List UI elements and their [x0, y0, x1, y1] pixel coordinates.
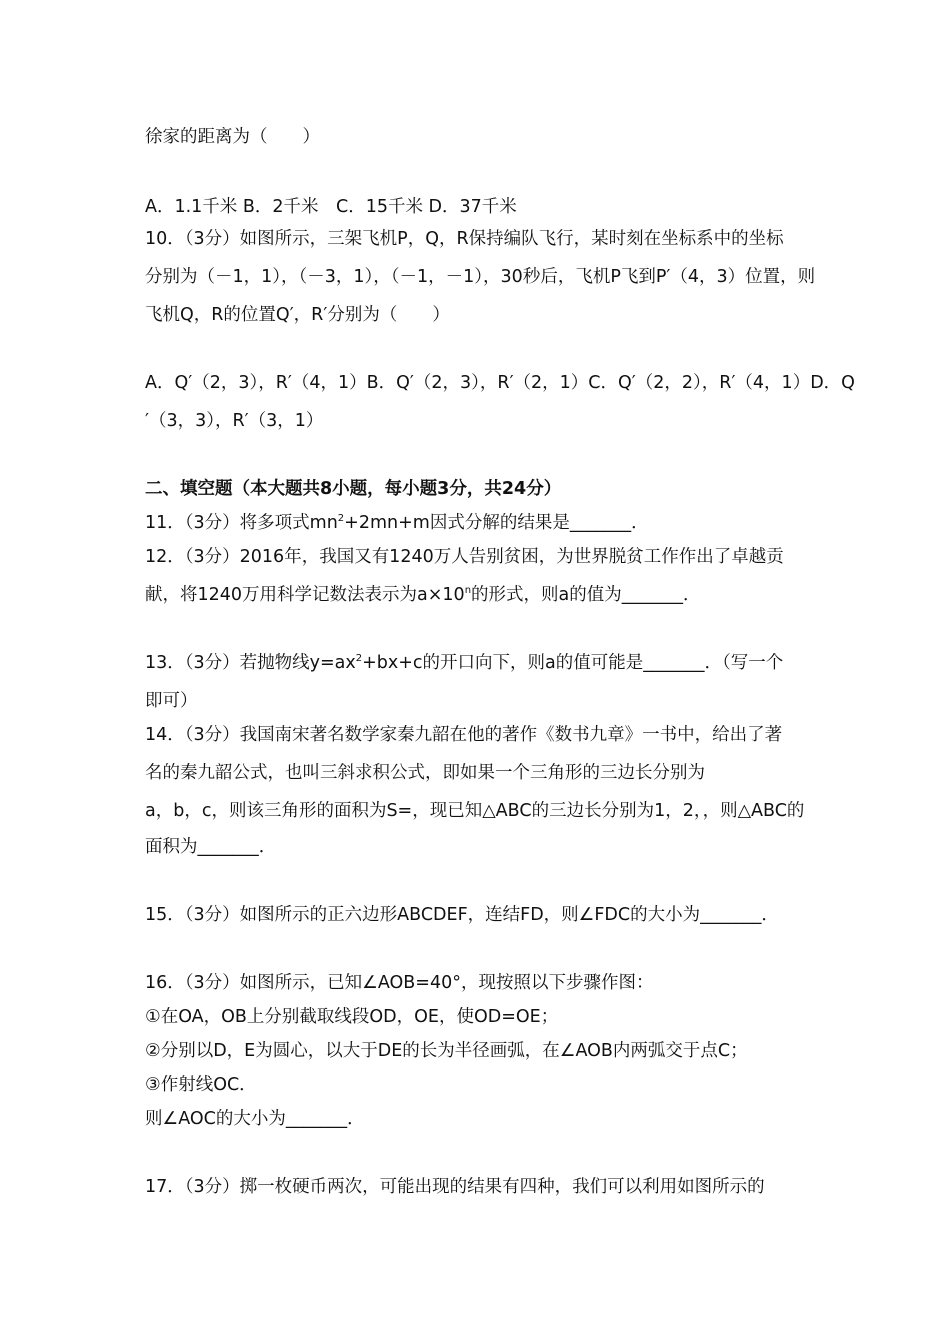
q10-line-3: 飞机Q，R的位置Q′，R′分别为（ ）: [145, 305, 450, 325]
q13-superscript: 2: [355, 653, 363, 664]
q16-line-1: 16．（3分）如图所示，已知∠AOB=40°，现按照以下步骤作图：: [145, 973, 654, 993]
q10-options-main: A．Q′（2，3），R′（4，1）B．Q′（2，3），R′（2，1）C．Q′（2，2），R′（4，1）D: [145, 373, 824, 393]
q16-last: 则∠AOC的大小为_______．: [145, 1109, 365, 1129]
q12-text-post: 的形式，则a的值为_______．: [471, 585, 701, 605]
q10-options-dot: ．: [823, 373, 842, 393]
q9-tail: 徐家的距离为（ ）: [145, 127, 320, 147]
q12-line-2: [145, 584, 701, 606]
q11-text-pre: 11．（3分）将多项式mn: [145, 513, 338, 533]
q10-line-1: 10．（3分）如图所示，三架飞机P，Q，R保持编队飞行，某时刻在坐标系中的坐标: [145, 229, 784, 249]
q16-step-2: ②分别以D，E为圆心，以大于DE的长为半径画弧，在∠AOB内两弧交于点C；: [145, 1041, 748, 1061]
q14-line-1: 14．（3分）我国南宋著名数学家秦九韶在他的著作《数书九章》一书中，给出了著: [145, 725, 783, 745]
q12-text-pre: 献，将1240万用科学记数法表示为a×10: [145, 585, 465, 605]
q16-step-3: ③作射线OC．: [145, 1075, 257, 1095]
q14-line-3: a，b，c，则该三角形的面积为S=，现已知△ABC的三边长分别为1，2，，则△ABC的: [145, 801, 805, 821]
q14-line-4: 面积为_______．: [145, 837, 277, 857]
q12-superscript: n: [464, 585, 472, 596]
q10-line-2: 分别为（－1，1），（－3，1），（－1，－1），30秒后，飞机P飞到P′（4，3）位置，则: [145, 267, 816, 287]
q11-superscript: 2: [337, 513, 345, 524]
q13-text-post: +bx+c的开口向下，则a的值可能是_______．（写一个: [362, 653, 784, 673]
q12-line-1: 12．（3分）2016年，我国又有1240万人告别贫困，为世界脱贫工作作出了卓越贡: [145, 547, 784, 567]
q10-options-line-1: [145, 372, 855, 394]
q10-options-line-2: ′（3，3），R′（3，1）: [145, 411, 324, 431]
q13-line-2: 即可）: [145, 691, 198, 711]
q17-line-1: 17．（3分）掷一枚硬币两次，可能出现的结果有四种，我们可以利用如图所示的: [145, 1177, 765, 1197]
section-heading: 二、填空题（本大题共8小题，每小题3分，共24分）: [145, 479, 562, 499]
q13-line-1: [145, 652, 783, 674]
q14-line-2: 名的秦九韶公式，也叫三斜求积公式，即如果一个三角形的三边长分别为: [145, 763, 705, 783]
q9-options: A．1.1千米 B．2千米 C．15千米 D．37千米: [145, 197, 517, 217]
q15-line-1: 15．（3分）如图所示的正六边形ABCDEF，连结FD，则∠FDC的大小为_______．: [145, 905, 779, 925]
q11-line: [145, 512, 649, 534]
q16-step-1: ①在OA，OB上分别截取线段OD，OE，使OD=OE；: [145, 1007, 559, 1027]
q10-options-q: Q: [841, 373, 855, 393]
q11-text-post: +2mn+m因式分解的结果是_______．: [344, 513, 649, 533]
q13-text-pre: 13．（3分）若抛物线y=ax: [145, 653, 356, 673]
